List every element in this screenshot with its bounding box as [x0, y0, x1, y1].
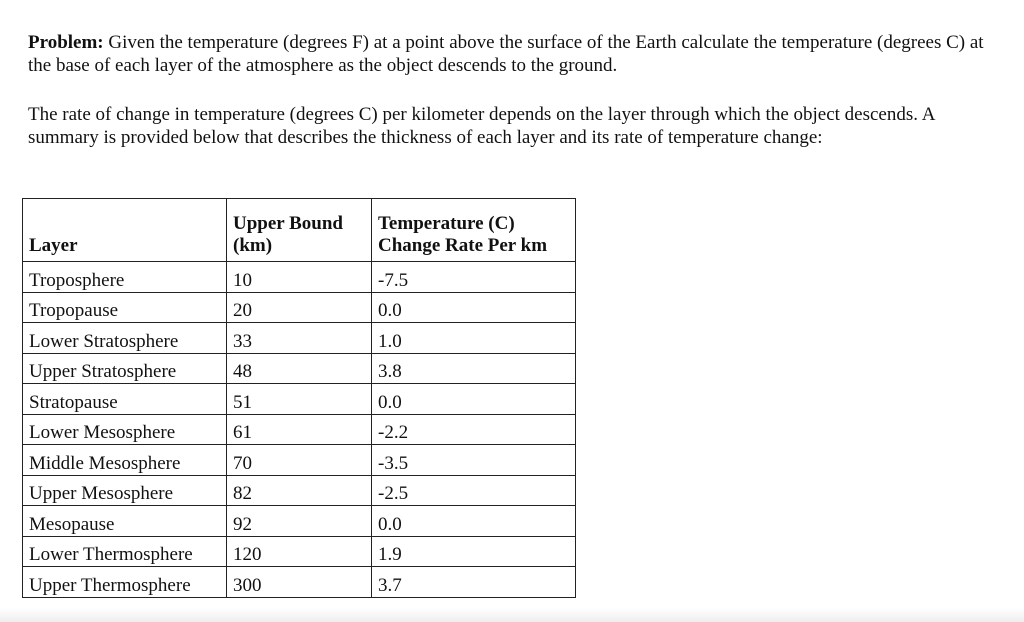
- cell-rate: 3.8: [372, 353, 576, 384]
- cell-upper-bound: 70: [227, 445, 372, 476]
- table-header-row: [23, 199, 576, 262]
- cell-rate: 0.0: [372, 292, 576, 323]
- table-row: [23, 567, 576, 598]
- cell-rate: 3.7: [372, 567, 576, 598]
- atmosphere-layers-table: [22, 198, 576, 598]
- cell-rate: -2.5: [372, 475, 576, 506]
- cell-layer: Troposphere: [23, 262, 227, 293]
- cell-rate: 0.0: [372, 384, 576, 415]
- header-change-rate: Temperature (C) Change Rate Per km: [372, 199, 576, 262]
- header-layer: Layer: [23, 199, 227, 262]
- table-row: [23, 262, 576, 293]
- problem-paragraph: [28, 31, 988, 77]
- cell-rate: -7.5: [372, 262, 576, 293]
- cell-upper-bound: 33: [227, 323, 372, 354]
- problem-text: Given the temperature (degrees F) at a point above the surface of the Earth calculate the temperature (degrees C) at the base of each layer of the atmosphere as the object descends to the ground.: [28, 32, 984, 76]
- cell-upper-bound: 20: [227, 292, 372, 323]
- cell-rate: -3.5: [372, 445, 576, 476]
- bottom-divider: [0, 608, 1024, 622]
- cell-layer: Lower Thermosphere: [23, 536, 227, 567]
- cell-upper-bound: 51: [227, 384, 372, 415]
- cell-layer: Upper Thermosphere: [23, 567, 227, 598]
- table-row: [23, 323, 576, 354]
- cell-layer: Stratopause: [23, 384, 227, 415]
- cell-layer: Middle Mesosphere: [23, 445, 227, 476]
- cell-rate: 1.9: [372, 536, 576, 567]
- cell-layer: Lower Mesosphere: [23, 414, 227, 445]
- cell-layer: Upper Stratosphere: [23, 353, 227, 384]
- cell-upper-bound: 120: [227, 536, 372, 567]
- cell-rate: 0.0: [372, 506, 576, 537]
- table-row: [23, 414, 576, 445]
- cell-upper-bound: 300: [227, 567, 372, 598]
- table-row: [23, 475, 576, 506]
- description-paragraph: The rate of change in temperature (degrees C) per kilometer depends on the layer through which the object descends. A summary is provided below that describes the thickness of each layer and its rate of temperature change:: [28, 104, 935, 148]
- cell-upper-bound: 82: [227, 475, 372, 506]
- cell-rate: 1.0: [372, 323, 576, 354]
- cell-layer: Upper Mesosphere: [23, 475, 227, 506]
- table-row: [23, 384, 576, 415]
- cell-upper-bound: 48: [227, 353, 372, 384]
- table-row: [23, 292, 576, 323]
- cell-upper-bound: 10: [227, 262, 372, 293]
- cell-layer: Mesopause: [23, 506, 227, 537]
- table-row: [23, 445, 576, 476]
- cell-upper-bound: 61: [227, 414, 372, 445]
- table-row: [23, 353, 576, 384]
- table-row: [23, 506, 576, 537]
- header-upper-bound: Upper Bound (km): [227, 199, 372, 262]
- problem-label: Problem:: [28, 32, 104, 53]
- table-row: [23, 536, 576, 567]
- cell-layer: Lower Stratosphere: [23, 323, 227, 354]
- cell-upper-bound: 92: [227, 506, 372, 537]
- cell-layer: Tropopause: [23, 292, 227, 323]
- cell-rate: -2.2: [372, 414, 576, 445]
